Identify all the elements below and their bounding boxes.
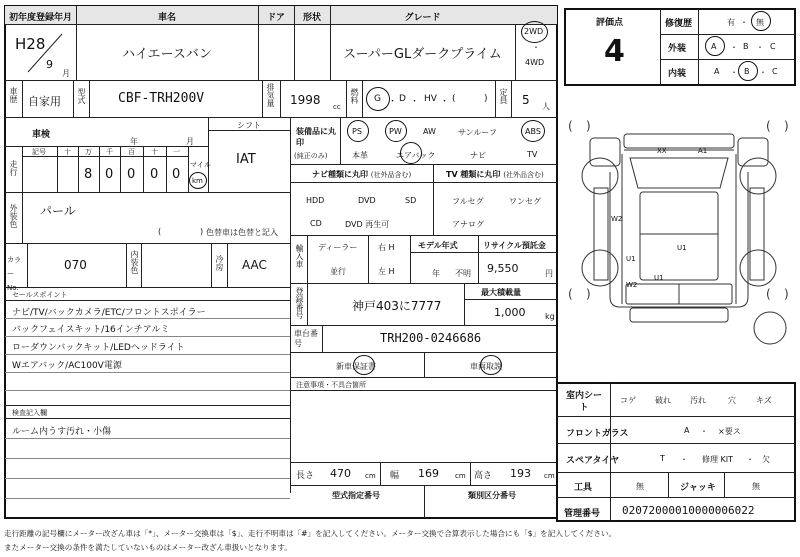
shaken-label: 車検 (32, 130, 51, 140)
max-load: 1,000 (494, 306, 526, 319)
fuel-g: G (374, 94, 381, 104)
mileage-head-juu: 十 (151, 148, 158, 156)
inspector-label: 検査記入欄 (12, 409, 47, 417)
tv-analog: アナログ (452, 220, 484, 229)
mileage-digit-2: 0 (105, 167, 114, 182)
width-unit: cm (455, 472, 466, 480)
tv-type-label (446, 169, 544, 180)
max-load-label: 最大積載量 (481, 288, 521, 297)
spare-tire-kit: 修理 KIT (702, 455, 734, 464)
equip-navi: ナビ (470, 151, 486, 160)
tv-oneseg: ワンセグ (509, 197, 541, 206)
km-label: km (192, 177, 203, 185)
mileage-head-hyaku: 百 (128, 148, 135, 156)
seat-hole: 穴 (728, 396, 736, 405)
mileage-head-ichi: 一 (173, 148, 180, 156)
navi-dvd: DVD (358, 196, 376, 205)
height-unit: cm (544, 472, 555, 480)
width: 169 (418, 467, 439, 480)
new-car-warranty: 新車保証書 (336, 362, 376, 371)
equipment-sublabel: (純正のみ) (294, 152, 328, 160)
chassis-label: 車台番号 (294, 329, 318, 348)
grade-label: グレード (404, 13, 441, 23)
navi-type-label-sub: (社外品含む) (370, 171, 412, 179)
windshield-a: A (684, 426, 690, 435)
windshield-label: フロントガラス (566, 429, 629, 439)
door-label: ドア (267, 13, 285, 23)
mileage-digit-5: 0 (172, 167, 181, 182)
color-note-open: ( (158, 227, 162, 236)
fuel-sep-2: ・ (410, 97, 420, 107)
svg-text:(: ( (766, 119, 771, 133)
capacity: 5 (522, 93, 530, 107)
category: 自家用 (28, 95, 61, 108)
car-name-label: 車名 (157, 13, 176, 23)
exterior-grade-b: B (743, 42, 749, 51)
mileage-head-sen: 千 (106, 148, 113, 156)
model-year-year: 年 (432, 269, 440, 278)
damage-mark-w2-left: W2 (611, 215, 623, 223)
drive-4wd: 4WD (525, 58, 545, 67)
width-label: 幅 (390, 471, 400, 481)
spare-tire-sep-2: ・ (746, 455, 754, 464)
equip-tv: TV (527, 150, 538, 159)
equip-pw: PW (389, 127, 402, 136)
exterior-color-label: 外装色 (9, 204, 18, 228)
fuel-label: 燃料 (350, 88, 359, 104)
model-year-unknown: 不明 (455, 269, 471, 278)
tools-value: 無 (636, 482, 644, 491)
equip-leather: 本革 (352, 151, 368, 160)
model: CBF-TRH200V (118, 91, 205, 106)
equip-airbag: エアバック (396, 151, 436, 160)
spare-tire-none: 欠 (762, 455, 770, 464)
interior-sep-2: ・ (759, 68, 767, 77)
damage-mark-xx: XX (657, 147, 667, 155)
model-year-label: モデル年式 (418, 241, 458, 250)
fuel-sep-1: ・ (388, 97, 398, 107)
interior-grade-label: 内装 (668, 69, 687, 79)
tools-label: 工具 (574, 483, 593, 493)
length-unit: cm (365, 472, 376, 480)
import-dealer: ディーラー (318, 243, 358, 252)
interior-color-label: 内装色 (130, 250, 139, 274)
reg-year-label: 初年度登録年月 (8, 13, 72, 23)
repair-sep: ・ (740, 18, 748, 27)
svg-text:(: ( (766, 287, 771, 301)
svg-text:): ) (784, 119, 789, 133)
equip-abs: ABS (525, 127, 541, 136)
seat-dirt: 汚れ (690, 396, 706, 405)
fuel-paren-close: ) (484, 94, 488, 104)
shift: IAT (236, 152, 256, 167)
windshield-x: ×要ス (718, 427, 741, 436)
category-label: 車歴 (9, 87, 18, 103)
exterior-sep-1: ・ (730, 43, 738, 52)
sales-point-4: Wエアバック/AC100V電源 (12, 361, 122, 371)
main-form (4, 5, 558, 519)
seat-tear: 破れ (655, 396, 671, 405)
displacement-unit: cc (333, 103, 341, 111)
interior-sep-1: ・ (730, 68, 738, 77)
chassis-number: TRH200-0246686 (380, 331, 482, 345)
equip-ps: PS (352, 127, 362, 136)
damage-mark-a1: A1 (698, 147, 708, 155)
tv-type-label-sub: (社外品含む) (503, 171, 544, 179)
import-left-h: 左 H (378, 267, 395, 276)
fuel-sep-3: ・ (440, 97, 450, 107)
svg-text:(: ( (568, 287, 573, 301)
damage-mark-u1-left: U1 (626, 255, 636, 263)
car-diagram (560, 92, 798, 378)
fuel-hv: HV (424, 94, 437, 104)
import-parallel: 並行 (330, 267, 346, 276)
model-label: 型式 (77, 88, 86, 104)
capacity-unit: 人 (542, 102, 550, 111)
mileage-digit-3: 0 (127, 167, 136, 182)
mile-label: マイル (190, 161, 211, 169)
footer-note-1: 走行距離の記号欄にメーター改ざん車は「*」、メーター交換車は「$」、走行不明車は「#」を記入してください。メーター交換で合算表示した場合にも「$」を記入してください。 (4, 529, 617, 538)
navi-type-label-text: ナビ種類に丸印 (312, 170, 368, 179)
score-value: 4 (604, 34, 625, 69)
registration-label: 登録番号 (295, 287, 304, 319)
inspector-note: ルーム内うす汚れ・小傷 (12, 427, 112, 437)
navi-hdd: HDD (306, 196, 325, 205)
type-designation-label: 型式指定番号 (332, 491, 380, 500)
management-label: 管理番号 (564, 509, 601, 519)
import-label: 輸入車 (295, 244, 304, 268)
color-note: 色替車は色替と記入 (206, 228, 278, 237)
length: 470 (330, 467, 351, 480)
spare-tire-t: T (660, 454, 665, 463)
interior-grade-a: A (714, 67, 720, 76)
windshield-sep: ・ (700, 427, 708, 436)
mileage-label: 走行 (9, 160, 18, 176)
shift-label: シフト (237, 121, 261, 130)
svg-text:): ) (586, 287, 591, 301)
capacity-label: 定員 (499, 88, 508, 104)
sales-point-2: バックフェイスキット/16インチアルミ (12, 325, 170, 335)
sales-points-label: セールスポイント (12, 291, 68, 299)
shape-label: 形状 (302, 13, 321, 23)
class-designation-label: 類別区分番号 (468, 491, 516, 500)
ac-label: 冷房 (215, 255, 224, 271)
tv-fullseg: フルセグ (452, 197, 484, 206)
import-right-h: 右 H (378, 243, 395, 252)
color-note-close: ) (200, 227, 204, 236)
equip-sunroof: サンルーフ (458, 128, 497, 137)
repair-no: 無 (756, 18, 764, 27)
tv-type-label-text: TV 種類に丸印 (446, 170, 501, 179)
interior-grade-b: B (744, 67, 750, 76)
fuel-d: D (399, 94, 406, 104)
exterior-grade-label: 外装 (668, 44, 687, 54)
color-no-label: カラー No. (7, 256, 21, 292)
color-no: 070 (64, 258, 87, 272)
interior-seat-label: 室内シート (565, 391, 602, 413)
repair-history-label: 修復歴 (665, 19, 693, 29)
navi-cd: CD (310, 219, 322, 228)
svg-text:(: ( (568, 119, 573, 133)
mileage-head-10man: 十 (64, 148, 71, 156)
height-label: 高さ (474, 471, 493, 481)
mileage-head-symbol: 記号 (32, 148, 46, 156)
height: 193 (510, 467, 531, 480)
damage-mark-w2-rear: W2 (626, 281, 638, 289)
shaken-year: 年 (130, 137, 138, 146)
era-year: H28 (15, 35, 46, 53)
recycle-value: 9,550 (487, 262, 519, 275)
spare-tire-sep: ・ (680, 455, 688, 464)
length-label: 長さ (296, 471, 315, 481)
recycle-label: リサイクル預託金 (483, 241, 546, 250)
sales-point-1: ナビ/TV/バックカメラ/ETC/フロントスポイラー (12, 308, 206, 318)
exterior-grade-c: C (770, 42, 776, 51)
interior-grade-c: C (772, 67, 778, 76)
repair-yes: 有 (727, 18, 735, 27)
reg-month: 9 (46, 58, 53, 71)
svg-text:): ) (784, 287, 789, 301)
reg-month-unit: 月 (62, 69, 70, 78)
mileage-digit-1: 8 (84, 167, 93, 182)
displacement-label: 排気量 (266, 83, 275, 107)
jack-value: 無 (752, 482, 760, 491)
spare-tire-label: スペアタイヤ (566, 456, 620, 466)
damage-mark-u1-rear: U1 (654, 274, 664, 282)
shaken-month: 月 (186, 137, 194, 146)
owners-manual: 車両取説 (470, 362, 502, 371)
ac: AAC (242, 258, 267, 272)
seat-scratch: キズ (756, 396, 772, 405)
recycle-unit: 円 (545, 269, 553, 278)
navi-dvd-play: DVD 再生可 (345, 220, 390, 229)
equip-aw: AW (423, 127, 436, 136)
navi-type-label (312, 169, 411, 180)
equipment-label: 装備品に丸印 (296, 127, 336, 147)
grade: スーパーGLダークプライム (343, 47, 502, 62)
footer-note-2: またメーター交換の条件を満たしていないものはメーター改ざん車扱いとなります。 (4, 543, 292, 552)
seat-burn: コゲ (620, 396, 636, 405)
svg-text:): ) (586, 119, 591, 133)
jack-label: ジャッキ (680, 483, 716, 493)
displacement: 1998 (290, 93, 321, 107)
max-load-unit: kg (545, 312, 555, 321)
damage-mark-u1-roof: U1 (677, 244, 687, 252)
sales-point-3: ローダウンバックキット/LEDヘッドライト (12, 343, 185, 353)
drive-2wd: 2WD (524, 27, 544, 36)
car-name: ハイエースバン (122, 47, 212, 62)
mileage-head-man: 万 (85, 148, 92, 156)
exterior-color: パール (40, 204, 76, 218)
exterior-grade-a: A (711, 42, 717, 51)
management-number: 02072000010000006022 (622, 504, 755, 517)
registration: 神戸403に7777 (352, 299, 442, 313)
score-label: 評価点 (596, 18, 624, 28)
notes-label: 注意事項・不具合箇所 (296, 381, 366, 389)
mileage-digit-4: 0 (150, 167, 159, 182)
drive-separator: ・ (532, 43, 540, 52)
navi-sd: SD (405, 196, 417, 205)
exterior-sep-2: ・ (756, 43, 764, 52)
fuel-paren-open: ( (452, 94, 456, 104)
